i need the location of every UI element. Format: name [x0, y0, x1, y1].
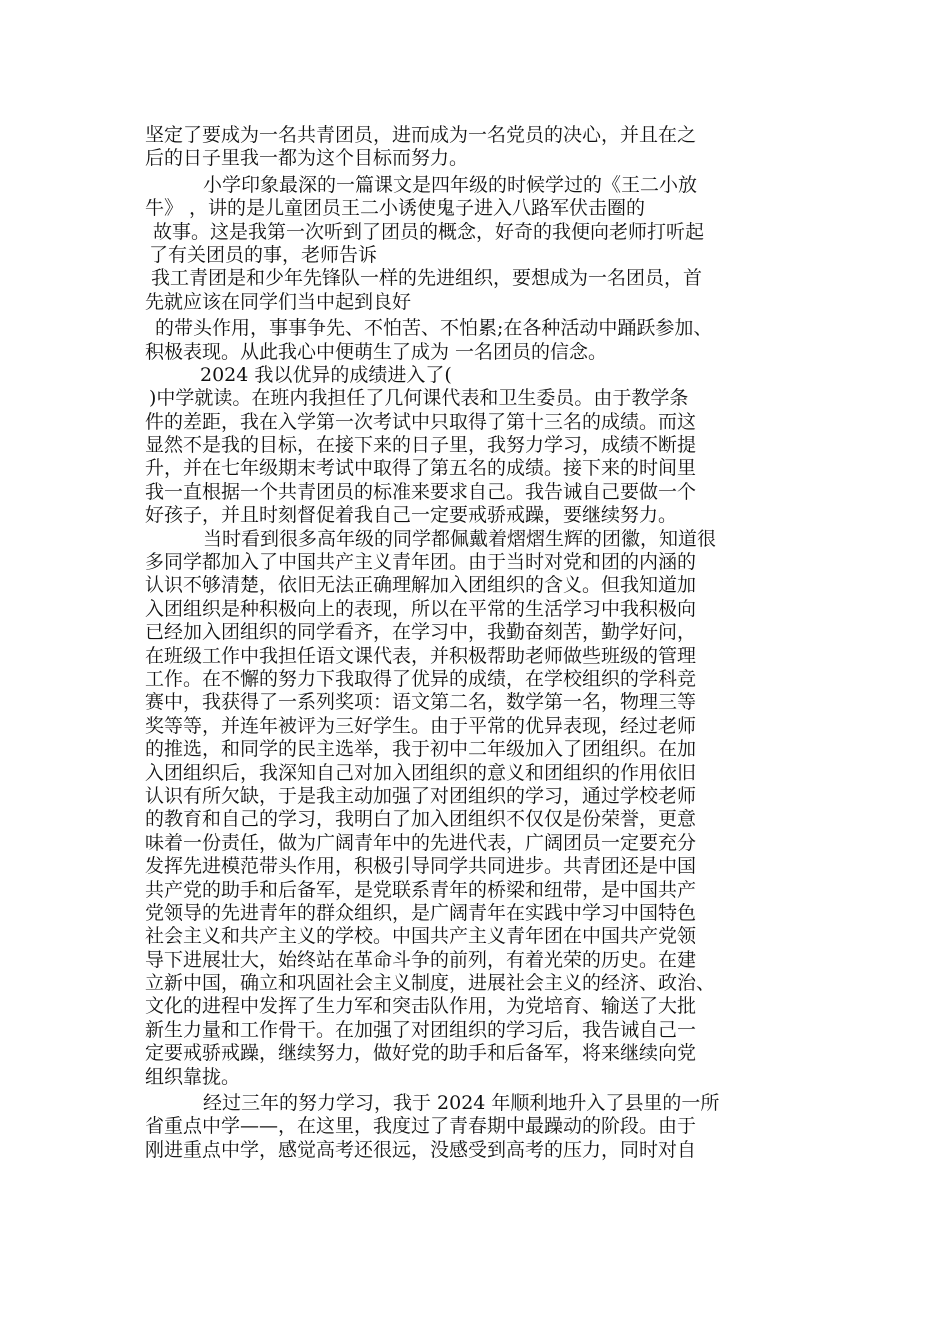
text-line: 共产党的助手和后备军，是党联系青年的桥梁和纽带，是中国共产 — [145, 878, 697, 901]
text-line: 文化的进程中发挥了生力军和突击队作用，为党培育、输送了大批 — [145, 995, 697, 1018]
paragraph-start-line: 经过三年的努力学习，我于 2024 年顺利地升入了县里的一所 — [203, 1092, 720, 1115]
text-line: 发挥先进模范带头作用，积极引导同学共同进步。共青团还是中国 — [145, 855, 697, 878]
text-line: 认识有所欠缺，于是我主动加强了对团组织的学习，通过学校老师 — [145, 784, 697, 807]
text-line: 在班级工作中我担任语文课代表，并积极帮助老师做些班级的管理 — [145, 644, 697, 667]
paragraph-start-line: 当时看到很多高年级的同学都佩戴着熠熠生辉的团徽，知道很 — [203, 527, 717, 550]
text-line: 组织靠拢。 — [145, 1065, 241, 1088]
text-line: 党领导的先进青年的群众组织，是广阔青年在实践中学习中国特色 — [145, 901, 697, 924]
text-line: 积极表现。从此我心中便萌生了成为 一名团员的信念。 — [145, 340, 608, 363]
text-line: 赛中，我获得了一系列奖项：语文第二名，数学第一名，物理三等 — [145, 691, 697, 714]
text-line: 已经加入团组织的同学看齐，在学习中，我勤奋刻苦，勤学好问， — [145, 621, 697, 644]
text-line: 省重点中学——，在这里，我度过了青春期中最躁动的阶段。由于 — [145, 1115, 697, 1138]
text-line: )中学就读。在班内我担任了几何课代表和卫生委员。由于教学条 — [149, 387, 689, 410]
text-line: 的带头作用，事事争先、不怕苦、不怕累;在各种活动中踊跃参加、 — [155, 317, 713, 340]
text-line: 多同学都加入了中国共产主义青年团。由于当时对党和团的内涵的 — [145, 551, 697, 574]
text-line: 故事。这是我第一次听到了团员的概念，好奇的我便向老师打听起 — [153, 220, 705, 243]
text-line: 味着一份责任，做为广阔青年中的先进代表，广阔团员一定要充分 — [145, 831, 697, 854]
document-body — [145, 124, 815, 1162]
text-line: 定要戒骄戒躁，继续努力，做好党的助手和后备军，将来继续向党 — [145, 1042, 697, 1065]
text-line: 先就应该在同学们当中起到良好 — [145, 290, 412, 313]
text-line: 件的差距，我在入学第一次考试中只取得了第十三名的成绩。而这 — [145, 410, 697, 433]
text-line: 刚进重点中学，感觉高考还很远，没感受到高考的压力，同时对自 — [145, 1138, 697, 1161]
text-line: 入团组织是种积极向上的表现，所以在平常的生活学习中我积极向 — [145, 597, 697, 620]
text-line: 入团组织后，我深知自己对加入团组织的意义和团组织的作用依旧 — [145, 761, 697, 784]
text-line: 牛》 ，讲的是儿童团员王二小诱使鬼子进入八路军伏击圈的 — [145, 197, 646, 220]
text-line: 好孩子，并且时刻督促着我自己一定要戒骄戒躁，要继续努力。 — [145, 504, 678, 527]
text-line: 显然不是我的目标，在接下来的日子里，我努力学习，成绩不断提 — [145, 434, 697, 457]
text-line: 工作。在不懈的努力下我取得了优异的成绩，在学校组织的学科竞 — [145, 667, 697, 690]
text-line: 的教育和自己的学习，我明白了加入团组织不仅仅是份荣誉，更意 — [145, 808, 697, 831]
text-line: 立新中国，确立和巩固社会主义制度，进展社会主义的经济、政治、 — [145, 972, 716, 995]
text-line: 我一直根据一个共青团员的标准来要求自己。我告诫自己要做一个 — [145, 480, 697, 503]
text-line: 认识不够清楚，依旧无法正确理解加入团组织的含义。但我知道加 — [145, 574, 697, 597]
text-line: 奖等等，并连年被评为三好学生。由于平常的优异表现，经过老师 — [145, 714, 697, 737]
text-line: 坚定了要成为一名共青团员，进而成为一名党员的决心，并且在之 — [145, 124, 697, 146]
text-line: 了有关团员的事，老师告诉 — [149, 243, 378, 266]
text-line: 新生力量和工作骨干。在加强了对团组织的学习后，我告诫自己一 — [145, 1018, 697, 1041]
text-line: 导下进展壮大，始终站在革命斗争的前列，有着光荣的历史。在建 — [145, 948, 697, 971]
text-line: 升，并在七年级期末考试中取得了第五名的成绩。接下来的时间里 — [145, 457, 697, 480]
text-line: 后的日子里我一都为这个目标而努力。 — [145, 147, 469, 170]
text-line: 社会主义和共产主义的学校。中国共产主义青年团在中国共产党领 — [145, 925, 697, 948]
text-line: 的推选，和同学的民主选举，我于初中二年级加入了团组织。在加 — [145, 738, 697, 761]
text-line: 我工青团是和少年先锋队一样的先进组织，要想成为一名团员，首 — [151, 267, 703, 290]
paragraph-start-line: 小学印象最深的一篇课文是四年级的时候学过的《王二小放 — [203, 173, 698, 196]
paragraph-start-line: 2024 我以优异的成绩进入了( — [200, 363, 452, 386]
